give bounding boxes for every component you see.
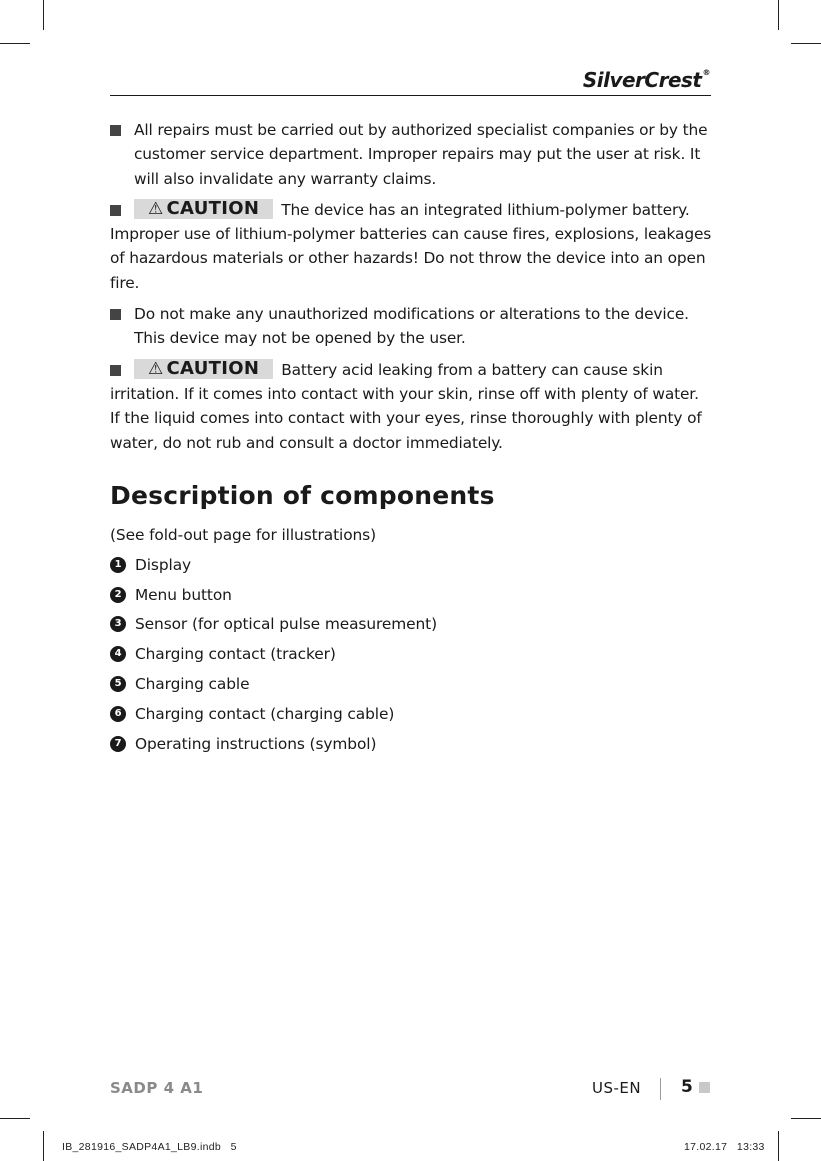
crop-mark [791, 1118, 821, 1119]
component-label: Operating instructions (symbol) [135, 734, 377, 753]
number-badge: 7 [110, 736, 126, 752]
safety-text: The device has an integrated lithium-polymer battery. Improper use of lithium-polymer batteries can cause fires, explosions, leakages of hazardous materials or other hazards! Do not throw the device into an open fire. [110, 200, 712, 292]
brand-logo: SilverCrest® [582, 68, 710, 92]
list-item [110, 674, 712, 704]
list-item [110, 118, 712, 191]
page-content [110, 118, 712, 763]
page-number: 5 [681, 1077, 693, 1097]
crop-mark [791, 43, 821, 44]
safety-text: All repairs must be carried out by authorized specialist companies or by the customer service department. Improper repairs may put the user at risk. It will also invalidate any warranty claims. [134, 121, 708, 188]
section-subtitle: (See fold-out page for illustrations) [110, 525, 377, 544]
print-slug-file: IB_281916_SADP4A1_LB9.indb 5 [62, 1141, 237, 1153]
list-item [110, 734, 712, 764]
list-item [110, 302, 712, 351]
component-label: Charging cable [135, 675, 250, 694]
list-item [110, 704, 712, 734]
bullet-square-icon [110, 125, 121, 136]
list-item [110, 358, 712, 455]
component-label: Sensor (for optical pulse measurement) [135, 615, 438, 634]
component-label: Charging contact (tracker) [135, 645, 336, 664]
number-badge: 4 [110, 646, 126, 662]
list-item [110, 555, 712, 585]
header-rule [110, 95, 711, 96]
component-label: Charging contact (charging cable) [135, 704, 395, 723]
crop-mark [778, 1131, 779, 1161]
crop-mark [778, 0, 779, 30]
warning-triangle-icon: ⚠ [148, 198, 164, 219]
caution-badge: ⚠ CAUTION [134, 199, 273, 219]
crop-mark [43, 0, 44, 30]
list-item [110, 644, 712, 674]
warning-triangle-icon: ⚠ [148, 358, 164, 379]
number-badge: 2 [110, 587, 126, 603]
safety-text: Do not make any unauthorized modifications or alterations to the device. This device may not be opened by the user. [134, 305, 689, 348]
crop-mark [0, 43, 30, 44]
component-label: Display [135, 555, 192, 574]
section-title: Description of components [110, 480, 495, 510]
number-badge: 1 [110, 557, 126, 573]
footer-divider [660, 1078, 661, 1100]
crop-mark [0, 1118, 30, 1119]
list-item [110, 614, 712, 644]
component-label: Menu button [135, 585, 232, 604]
footer-model: SADP 4 A1 [110, 1079, 204, 1097]
page-square-icon [699, 1082, 710, 1093]
safety-text: Battery acid leaking from a battery can cause skin irritation. If it comes into contact with your skin, rinse off with plenty of water. If the liquid comes into contact with your eyes, rinse thoroughly with plenty of water, do not rub and consult a doctor immediately. [110, 360, 702, 452]
safety-list [110, 118, 712, 455]
footer-language: US-EN [592, 1079, 642, 1097]
number-badge: 6 [110, 706, 126, 722]
list-item [110, 198, 712, 295]
number-badge: 3 [110, 616, 126, 632]
bullet-square-icon [110, 309, 121, 320]
components-list [110, 555, 712, 764]
list-item [110, 585, 712, 615]
number-badge: 5 [110, 676, 126, 692]
crop-mark [43, 1131, 44, 1161]
caution-badge: ⚠ CAUTION [134, 359, 273, 379]
bullet-square-icon [110, 205, 121, 216]
print-slug-date: 17.02.17 13:33 [684, 1141, 765, 1153]
bullet-square-icon [110, 365, 121, 376]
